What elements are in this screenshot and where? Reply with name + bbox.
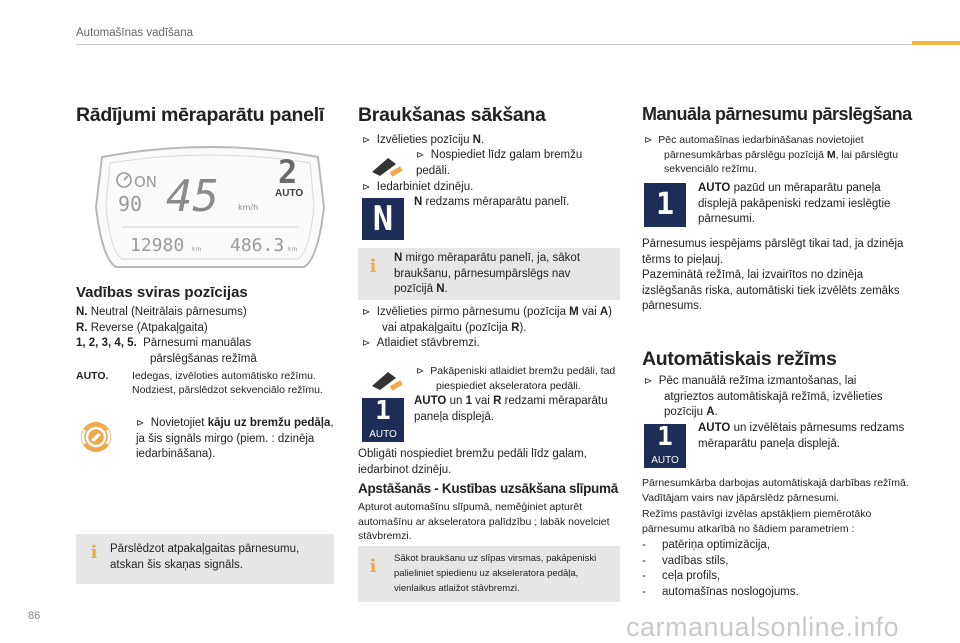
start-step-4: ⊳ Izvēlieties pirmo pārnesumu (pozīcija M vai A) vai atpakaļgaitu (pozīcija R). ⊳ Atlaidiet stāvbremzi.	[362, 306, 613, 349]
col2-subtitle: Apstāšanās - Kustības uzsākšana slīpumā	[358, 481, 618, 496]
info-icon: i	[369, 256, 377, 277]
bullet-arrow-icon: ⊳	[136, 418, 145, 429]
info-icon: i	[369, 556, 377, 577]
info-icon: i	[90, 542, 98, 563]
slope-note-box: i Sākot braukšanu uz slīpas virsmas, pakāpeniski palieliniet spiedienu uz akseleratora pedāļa, vienlaikus atlaižot stāvbremzi.	[358, 546, 620, 602]
auto-indicator: AUTO	[275, 188, 304, 199]
gear-pos-r: R. Reverse (Atpakaļgaita)	[76, 321, 208, 334]
brake-foot-warning-icon	[80, 421, 112, 453]
start-step-6: ⊳ Pakāpeniski atlaidiet bremžu pedāli, tad piespiediet akseleratora pedāli.	[416, 365, 616, 392]
gear-pos-n: N. Neutral (Neitrālais pārnesums)	[76, 306, 247, 318]
slope-paragraph: Apturot automašīnu slīpumā, neměģiniet apturēt automašīnu ar akseleratora palīdzību ; labāk novelciet stāvbremzi.	[358, 501, 610, 542]
trip-unit: km	[288, 246, 298, 253]
foot-release-pedal-icon	[366, 366, 406, 392]
reverse-note-box: i Pārslēdzot atpakaļgaitas pārnesumu, atskan šis skaņas signāls.	[76, 534, 334, 584]
page-number: 86	[28, 610, 41, 622]
auto-paragraph-1: Pārnesumkārba darbojas automātiskajā darbības režīmā. Vadītājam vairs nav jāpārslēdz pārnesumi.	[642, 477, 909, 504]
gear-pos-auto: AUTO. Iedegas, izvēloties automātisko režīmu. Nodziest, pārslēdzot sekvenciālo režīmu.	[76, 370, 323, 396]
n-shown-text: N redzams mēraparātu panelī.	[414, 196, 570, 208]
brake-instruction: ⊳ Novietojiet kāju uz bremžu pedāļa, ja šis signāls mirgo (piem. : dzinēja iedarbināšana).	[136, 417, 334, 460]
parameter-list	[642, 538, 910, 600]
brake-engine-paragraph: Obligāti nospiediet bremžu pedāli līdz galam, iedarbinot dzinēju.	[358, 448, 587, 476]
watermark: carmanualsonline.info	[626, 612, 900, 642]
auto-disappears-text: AUTO pazūd un mēraparātu paneļa displejā pakāpeniski redzami ieslēgtie pārnesumi.	[698, 182, 891, 225]
page-header: Automašīnas vadīšana	[76, 27, 193, 39]
header-divider	[76, 44, 960, 45]
gear-indicator: 2	[278, 153, 298, 191]
cruise-on-text: ON	[134, 173, 158, 191]
dashboard-display-illustration	[92, 143, 328, 273]
odometer-value: 12980	[130, 235, 185, 256]
start-step-2: ⊳ Nospiediet līdz galam bremžu pedāli.	[416, 149, 583, 177]
col1-subtitle: Vadības sviras pozīcijas	[76, 284, 248, 301]
start-step-3: ⊳ Iedarbiniet dzinēju.	[362, 181, 474, 193]
list-item: - automašīnas noslogojums.	[642, 585, 799, 598]
list-item: - ceļa profils,	[642, 570, 721, 582]
odometer-unit: km	[192, 246, 202, 253]
display-auto-icon: 1 AUTO	[644, 424, 686, 468]
display-n-icon: N	[362, 198, 404, 240]
display-1-auto-icon: 1 AUTO	[362, 398, 404, 442]
manual-paragraph-1: Pārnesumus iespējams pārslēgt tikai tad, ja dzinēja tērms to pieļauj.	[642, 238, 904, 266]
display-1-icon: 1	[644, 183, 686, 227]
auto-bullet: ⊳ Pēc manuālā režīma izmantošanas, lai atgrieztos automātiskajā režīmā, izvēlieties pozīciju A.	[644, 375, 883, 418]
gear-pos-manual: 1, 2, 3, 4, 5. Pārnesumi manuālas	[76, 337, 252, 349]
col1-title: Rādījumi mēraparātu panelī	[76, 104, 324, 126]
n-flash-note-box: i N mirgo mēraparātu panelī, ja, sākot braukšanu, pārnesumpārslēgs nav pozīcijā N.	[358, 248, 620, 300]
start-step-1: ⊳ Izvēlieties pozīciju N.	[362, 134, 485, 146]
gear-position-list: N. Neutral (Neitrālais pārnesums) R. Reverse (Atpakaļgaita) 1, 2, 3, 4, 5. Pārnesumi manuālas pārslēgšanas režīmā	[76, 305, 346, 367]
manual-paragraph-2: Pazeminātā režīmā, lai izvairītos no dzinēja izslēgšanās riska, automātiski tiek izvēlēts zemāks pārnesums.	[642, 269, 900, 312]
trip-value: 486.3	[230, 235, 285, 256]
list-item: - patēriņa optimizācija,	[642, 539, 771, 551]
auto-selected-text: AUTO un izvēlētais pārnesums redzams mēraparātu paneļa displejā.	[698, 422, 905, 450]
auto-1-r-text: AUTO un 1 vai R redzami mēraparātu paneļa displejā.	[414, 395, 608, 423]
col2-title: Braukšanas sākšana	[358, 104, 546, 126]
manual-bullet: ⊳ Pēc automašīnas iedarbināšanas novietojiet pārnesumkārbas pārslēgu pozīcijā M, lai pārslēgtu sekvenciālo režīmu.	[644, 134, 899, 175]
col3-title-2: Automātiskais režīms	[642, 348, 837, 370]
speed-limit-text: 90	[118, 192, 143, 216]
speed-unit: km/h	[238, 203, 259, 212]
header-accent	[912, 41, 960, 45]
speed-value: 45	[166, 171, 219, 222]
foot-on-pedal-icon	[366, 152, 406, 178]
auto-paragraph-2: Režīms pastāvīgi izvēlas apstākļiem piemērotāko pārnesumu atkarībā no šādiem parametriem :	[642, 508, 872, 535]
col3-title: Manuāla pārnesumu pārslēgšana	[642, 104, 912, 124]
list-item: - vadības stils,	[642, 554, 729, 567]
